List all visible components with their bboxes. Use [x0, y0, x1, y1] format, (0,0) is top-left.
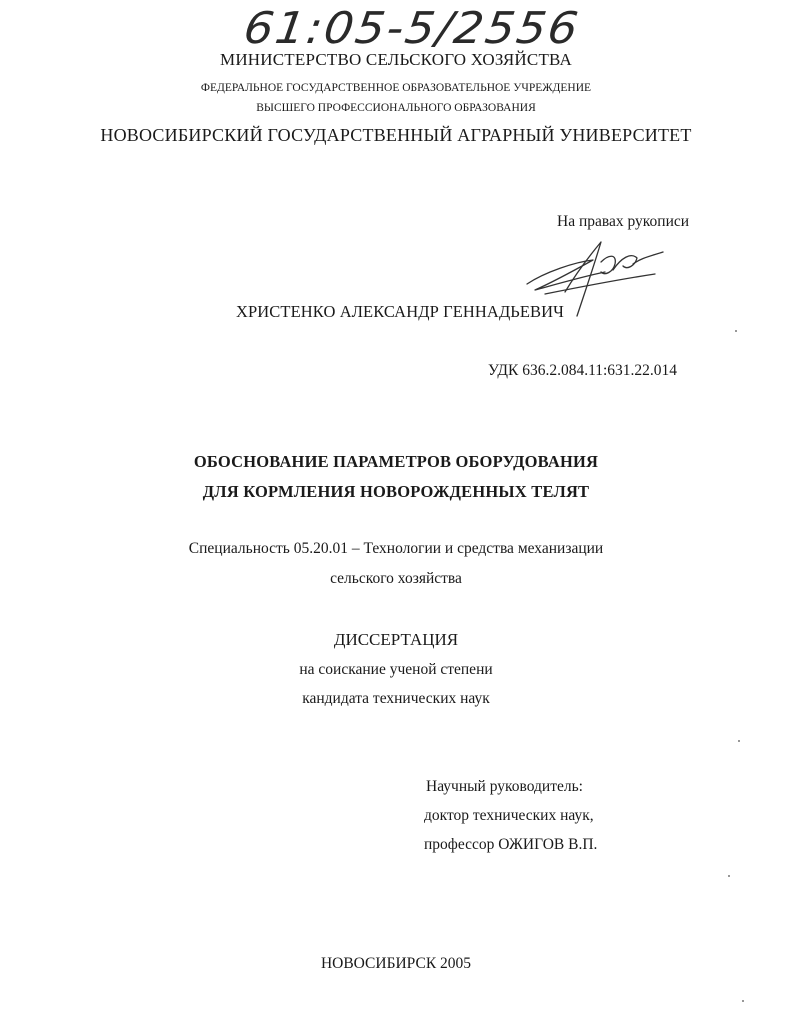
institution-line-2: ВЫСШЕГО ПРОФЕССИОНАЛЬНОГО ОБРАЗОВАНИЯ [256, 102, 536, 114]
ministry-heading: МИНИСТЕРСТВО СЕЛЬСКОГО ХОЗЯЙСТВА [220, 50, 572, 69]
city-year: НОВОСИБИРСК 2005 [320, 955, 472, 972]
specialty-line-1: Специальность 05.20.01 – Технологии и средства механизации [188, 540, 604, 557]
udc-code: УДК 636.2.084.11:631.22.014 [488, 362, 678, 379]
degree-line-2: кандидата технических наук [302, 690, 490, 707]
degree-line-1: на соискание ученой степени [299, 661, 493, 678]
scan-speck [742, 1000, 744, 1002]
thesis-title-line-1: ОБОСНОВАНИЕ ПАРАМЕТРОВ ОБОРУДОВАНИЯ [193, 452, 599, 471]
institution-line-1: ФЕДЕРАЛЬНОЕ ГОСУДАРСТВЕННОЕ ОБРАЗОВАТЕЛЬНОЕ УЧРЕЖДЕНИЕ [200, 82, 592, 94]
document-type-heading: ДИССЕРТАЦИЯ [333, 630, 459, 649]
scan-speck [735, 330, 737, 332]
supervisor-name: профессор ОЖИГОВ В.П. [424, 836, 598, 853]
supervisor-degree: доктор технических наук, [424, 807, 594, 824]
scan-speck [728, 875, 730, 877]
manuscript-note: На правах рукописи [557, 213, 690, 230]
scan-speck [738, 740, 740, 742]
university-name: НОВОСИБИРСКИЙ ГОСУДАРСТВЕННЫЙ АГРАРНЫЙ УНИВЕРСИТЕТ [100, 125, 692, 145]
thesis-title-line-2: ДЛЯ КОРМЛЕНИЯ НОВОРОЖДЕННЫХ ТЕЛЯТ [202, 482, 590, 501]
specialty-line-2: сельского хозяйства [330, 570, 462, 587]
supervisor-label: Научный руководитель: [426, 778, 583, 795]
archive-number-handwritten: 61:05-5/2556 [240, 2, 583, 54]
author-name: ХРИСТЕНКО АЛЕКСАНДР ГЕННАДЬЕВИЧ [236, 302, 564, 321]
